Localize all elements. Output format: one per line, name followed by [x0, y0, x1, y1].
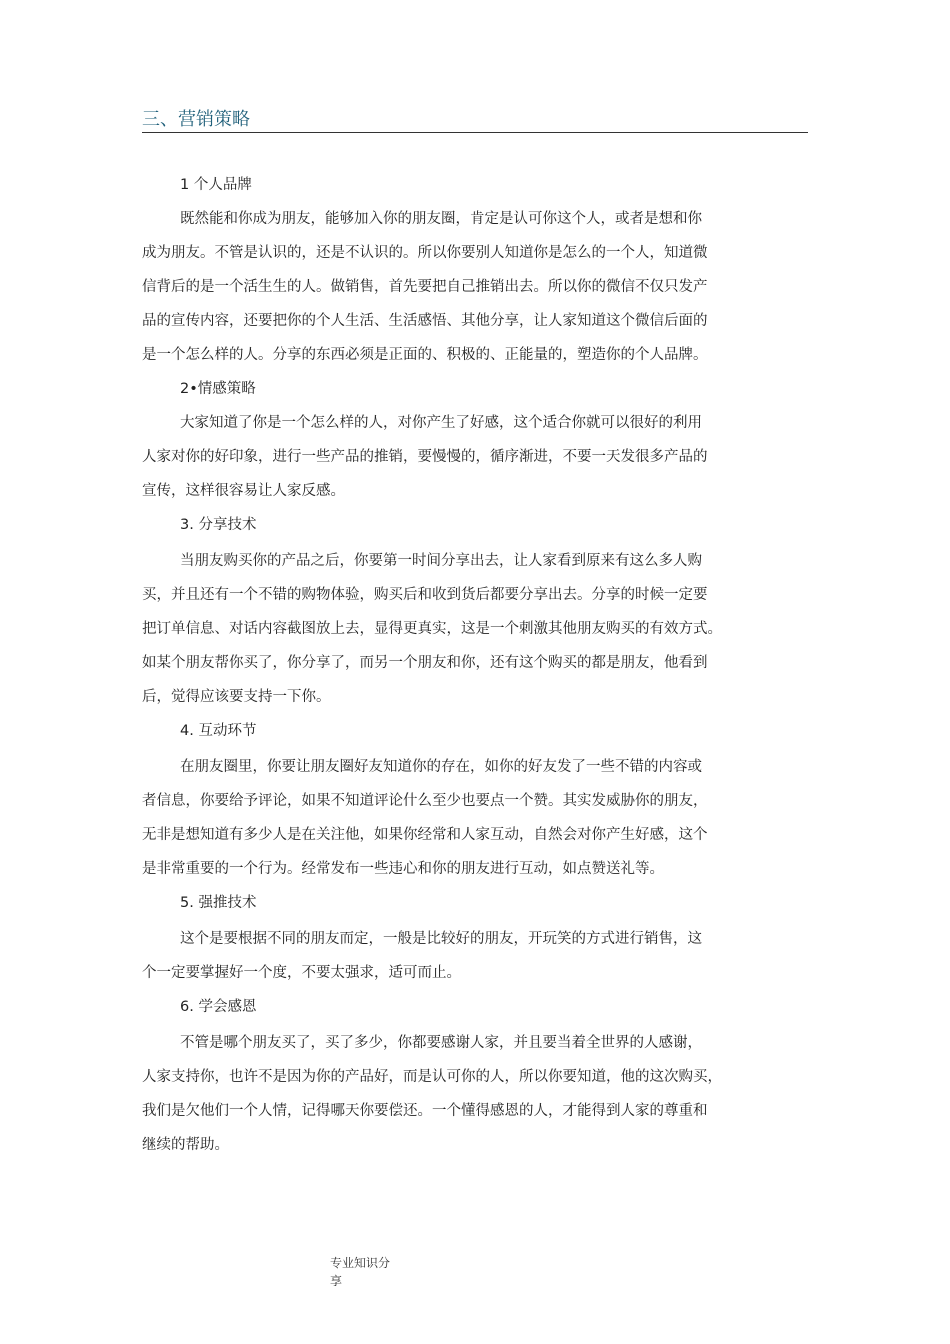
subheading-hard-sell: 5. 强推技术	[180, 895, 257, 911]
paragraph-line: 继续的帮助。	[142, 1137, 229, 1153]
paragraph-sharing-technique	[142, 544, 810, 714]
subheading-personal-brand: 1 个人品牌	[180, 177, 252, 193]
paragraph-line: 品的宣传内容，还要把你的个人生活、生活感悟、其他分享，让人家知道这个微信后面的	[142, 313, 708, 329]
subheading-sharing-technique: 3. 分享技术	[180, 517, 257, 533]
subheading-emotional-strategy: 2•情感策略	[180, 381, 256, 397]
paragraph-line: 这个是要根据不同的朋友而定，一般是比较好的朋友，开玩笑的方式进行销售，这	[180, 931, 702, 947]
paragraph-line: 不管是哪个朋友买了，买了多少，你都要感谢人家，并且要当着全世界的人感谢，	[180, 1035, 702, 1051]
paragraph-line: 买，并且还有一个不错的购物体验，购买后和收到货后都要分享出去。分享的时候一定要	[142, 587, 708, 603]
paragraph-line: 在朋友圈里，你要让朋友圈好友知道你的存在，如你的好友发了一些不错的内容或	[180, 759, 702, 775]
paragraph-line: 既然能和你成为朋友，能够加入你的朋友圈，肯定是认可你这个人，或者是想和你	[180, 211, 702, 227]
paragraph-line: 个一定要掌握好一个度，不要太强求，适可而止。	[142, 965, 461, 981]
subheading-gratitude: 6. 学会感恩	[180, 999, 257, 1015]
paragraph-emotional-strategy	[142, 406, 810, 508]
paragraph-line: 信背后的是一个活生生的人。做销售，首先要把自己推销出去。所以你的微信不仅只发产	[142, 279, 708, 295]
footer-line: 专业知识分	[330, 1256, 391, 1270]
footer-line: 享	[330, 1274, 343, 1288]
paragraph-line: 大家知道了你是一个怎么样的人，对你产生了好感，这个适合你就可以很好的利用	[180, 415, 702, 431]
paragraph-line: 把订单信息、对话内容截图放上去，显得更真实，这是一个刺激其他朋友购买的有效方式。	[142, 621, 722, 637]
paragraph-line: 宣传，这样很容易让人家反感。	[142, 483, 345, 499]
subheading-interaction: 4. 互动环节	[180, 723, 257, 739]
section-heading: 三、营销策略	[142, 108, 808, 133]
paragraph-line: 当朋友购买你的产品之后，你要第一时间分享出去，让人家看到原来有这么多人购	[180, 553, 702, 569]
paragraph-line: 后，觉得应该要支持一下你。	[142, 689, 331, 705]
paragraph-personal-brand	[142, 202, 810, 372]
paragraph-line: 人家对你的好印象，进行一些产品的推销，要慢慢的，循序渐进，不要一天发很多产品的	[142, 449, 708, 465]
document-body	[142, 168, 810, 1162]
paragraph-interaction	[142, 750, 810, 886]
paragraph-hard-sell	[142, 922, 810, 990]
paragraph-line: 成为朋友。不管是认识的，还是不认识的。所以你要别人知道你是怎么的一个人，知道微	[142, 245, 708, 261]
page-footer	[330, 1254, 410, 1290]
paragraph-line: 如某个朋友帮你买了，你分享了，而另一个朋友和你，还有这个购买的都是朋友，他看到	[142, 655, 708, 671]
paragraph-line: 我们是欠他们一个人情，记得哪天你要偿还。一个懂得感恩的人，才能得到人家的尊重和	[142, 1103, 708, 1119]
paragraph-line: 人家支持你，也许不是因为你的产品好，而是认可你的人，所以你要知道，他的这次购买，	[142, 1069, 722, 1085]
paragraph-line: 无非是想知道有多少人是在关注他，如果你经常和人家互动，自然会对你产生好感，这个	[142, 827, 708, 843]
paragraph-line: 是非常重要的一个行为。经常发布一些违心和你的朋友进行互动，如点赞送礼等。	[142, 861, 664, 877]
paragraph-gratitude	[142, 1026, 810, 1162]
paragraph-line: 者信息，你要给予评论，如果不知道评论什么至少也要点一个赞。其实发威胁你的朋友，	[142, 793, 708, 809]
paragraph-line: 是一个怎么样的人。分享的东西必须是正面的、积极的、正能量的，塑造你的个人品牌。	[142, 347, 708, 363]
